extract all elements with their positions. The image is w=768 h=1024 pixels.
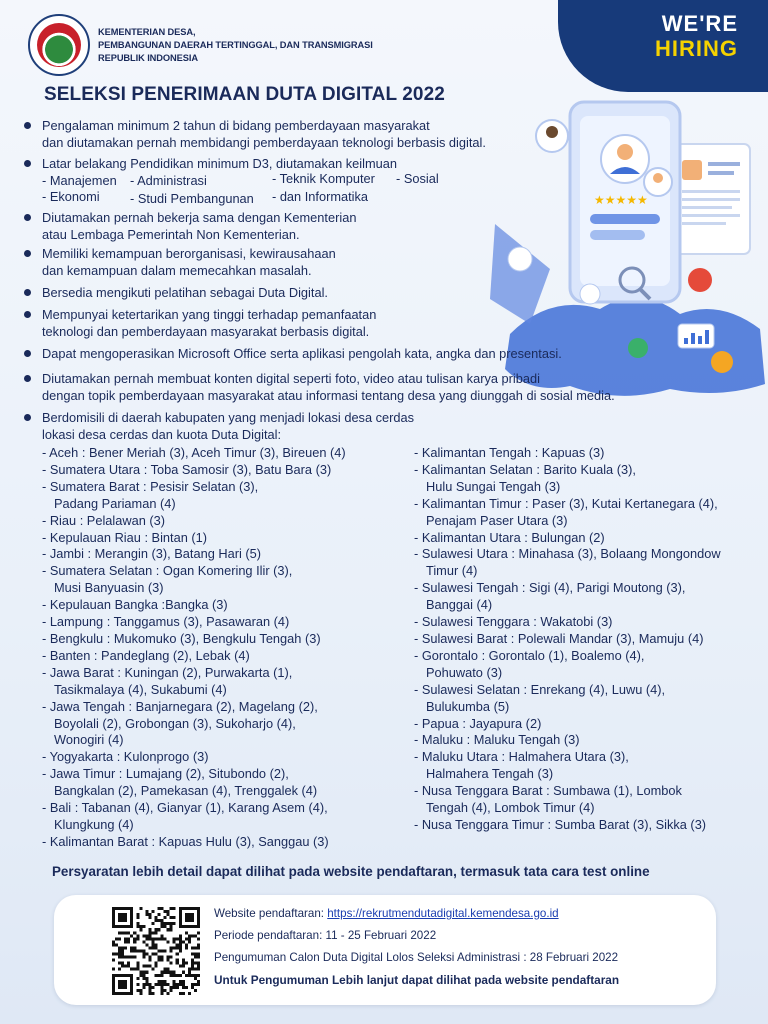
ministry-line-1: KEMENTERIAN DESA,	[98, 26, 196, 37]
region-item: - Kalimantan Utara : Bulungan (2)	[414, 529, 605, 545]
region-item: Klungkung (4)	[54, 816, 134, 832]
bullet-icon	[24, 214, 31, 221]
requirement-9	[24, 409, 554, 443]
requirement-3	[24, 209, 554, 243]
region-item: Tasikmalaya (4), Sukabumi (4)	[54, 681, 227, 697]
edu-manajemen: - Manajemen	[42, 173, 117, 188]
requirement-3-line-2: atau Lembaga Pemerintah Non Kementerian.	[42, 227, 300, 242]
requirement-8-line-1: Diutamakan pernah membuat konten digital seperti foto, video atau tulisan karya pribadi	[42, 371, 540, 386]
qr-code-icon[interactable]	[112, 907, 200, 995]
location-pin-icon	[688, 268, 712, 292]
rating-stars-icon: ★★★★★	[594, 193, 648, 207]
requirement-5-line-1: Bersedia mengikuti pelatihan sebagai Duta Digital.	[42, 285, 328, 300]
region-item: - Kepulauan Bangka :Bangka (3)	[42, 597, 228, 613]
edu-informatika: - dan Informatika	[272, 189, 369, 204]
region-item: - Kalimantan Tengah : Kapuas (3)	[414, 445, 605, 460]
region-list-left	[42, 445, 346, 851]
bullet-icon	[24, 122, 31, 129]
region-item: - Sumatera Selatan : Ogan Komering Ilir (3),	[42, 563, 293, 579]
region-item: - Aceh : Bener Meriah (3), Aceh Timur (3), Bireuen (4)	[42, 445, 346, 460]
region-item: - Kalimantan Timur : Paser (3), Kutai Kertanegara (4),	[414, 495, 718, 511]
region-item: - Kalimantan Selatan : Barito Kuala (3),	[414, 461, 636, 477]
region-item: - Sulawesi Utara : Minahasa (3), Bolaang Mongondow	[414, 546, 721, 562]
region-item: - Jawa Tengah : Banjarnegara (2), Magelang (2),	[42, 698, 318, 714]
region-item: - Sumatera Utara : Toba Samosir (3), Batu Bara (3)	[42, 461, 332, 477]
bullet-icon	[24, 250, 31, 257]
region-item: - Papua : Jayapura (2)	[414, 715, 542, 731]
edu-teknik-komputer: - Teknik Komputer	[272, 171, 375, 186]
region-item: Halmahera Tengah (3)	[426, 766, 554, 782]
requirement-9-line-2: lokasi desa cerdas dan kuota Duta Digital:	[42, 427, 282, 442]
ministry-line-2: PEMBANGUNAN DAERAH TERTINGGAL, DAN TRANSMIGRASI	[98, 39, 373, 50]
header	[28, 14, 373, 76]
bullet-icon	[24, 375, 31, 382]
region-item: - Gorontalo : Gorontalo (1), Boalemo (4),	[414, 647, 645, 663]
bullet-icon	[24, 160, 31, 167]
requirement-8	[24, 370, 744, 404]
region-item: - Yogyakarta : Kulonprogo (3)	[42, 749, 209, 765]
region-item: - Jambi : Merangin (3), Batang Hari (5)	[42, 546, 262, 562]
requirement-4-line-1: Memiliki kemampuan berorganisasi, kewirausahaan	[42, 246, 336, 261]
requirement-3-line-1: Diutamakan pernah bekerja sama dengan Kementerian	[42, 210, 357, 225]
region-item: - Bali : Tabanan (4), Gianyar (1), Karang Asem (4),	[42, 800, 328, 816]
resume-photo-icon	[682, 160, 702, 180]
region-item: - Riau : Pelalawan (3)	[42, 512, 166, 528]
registration-period: Periode pendaftaran: 11 - 25 Februari 2022	[214, 929, 437, 942]
region-item: Hulu Sungai Tengah (3)	[426, 478, 561, 494]
requirement-1	[24, 117, 554, 151]
announcement-date: Pengumuman Calon Duta Digital Lolos Seleksi Administrasi : 28 Februari 2022	[214, 951, 619, 964]
hiring-badge	[558, 0, 768, 92]
region-item: - Nusa Tenggara Timur : Sumba Barat (3), Sikka (3)	[414, 816, 707, 832]
region-item: Tengah (4), Lombok Timur (4)	[426, 800, 595, 816]
website-link[interactable]: https://rekrutmendutadigital.kemendesa.go.id	[327, 907, 559, 920]
region-item: Padang Pariaman (4)	[54, 495, 176, 511]
bullet-icon	[24, 289, 31, 296]
more-info-note: Untuk Pengumuman Lebih lanjut dapat dilihat pada website pendaftaran	[214, 973, 620, 987]
region-item: Bangkalan (2), Pamekasan (4), Trenggalek (4)	[54, 783, 318, 799]
region-item: - Sulawesi Tenggara : Wakatobi (3)	[414, 614, 613, 630]
gear-icon	[580, 284, 600, 304]
region-item: - Kalimantan Barat : Kapuas Hulu (3), Sanggau (3)	[42, 833, 329, 849]
region-item: - Bengkulu : Mukomuko (3), Bengkulu Tengah (3)	[42, 630, 321, 646]
requirement-4-line-2: dan kemampuan dalam memecahkan masalah.	[42, 263, 312, 278]
requirement-1-line-1: Pengalaman minimum 2 tahun di bidang pemberdayaan masyarakat	[42, 118, 430, 133]
region-item: - Maluku Utara : Halmahera Utara (3),	[414, 749, 629, 765]
bullet-icon	[24, 311, 31, 318]
region-item: - Banten : Pandeglang (2), Lebak (4)	[42, 647, 250, 663]
edu-sosial: - Sosial	[396, 171, 439, 186]
page-title: SELEKSI PENERIMAAN DUTA DIGITAL 2022	[44, 84, 445, 105]
region-item: Musi Banyuasin (3)	[54, 580, 164, 596]
region-item: - Nusa Tenggara Barat : Sumbawa (1), Lombok	[414, 783, 682, 799]
region-item: Pohuwato (3)	[426, 664, 503, 680]
requirement-6-line-1: Mempunyai ketertarikan yang tinggi terhadap pemanfaatan	[42, 307, 377, 322]
edu-studi-pembangunan: - Studi Pembangunan	[130, 191, 254, 206]
ministry-logo	[28, 14, 90, 76]
bullet-icon	[24, 414, 31, 421]
requirement-6-line-2: teknologi dan pemberdayaan masyarakat berbasis digital.	[42, 324, 370, 339]
edu-ekonomi: - Ekonomi	[42, 189, 100, 204]
website-row	[214, 907, 619, 929]
hiring-badge-hiring: HIRING	[655, 36, 738, 61]
hiring-badge-we: WE'RE	[661, 11, 738, 36]
region-item: - Jawa Timur : Lumajang (2), Situbondo (2),	[42, 766, 289, 782]
ministry-name	[98, 26, 373, 65]
requirement-7	[24, 345, 724, 362]
region-item: Wonogiri (4)	[54, 732, 124, 748]
edu-administrasi: - Administrasi	[130, 173, 207, 188]
region-item: Penajam Paser Utara (3)	[426, 512, 568, 528]
region-item: - Maluku : Maluku Tengah (3)	[414, 732, 580, 748]
region-list-right	[414, 445, 721, 834]
region-item: Banggai (4)	[426, 597, 493, 613]
requirement-8-line-2: dengan topik pemberdayaan masyarakat atau informasi tentang desa yang diunggah di sosial media.	[42, 388, 615, 403]
requirement-4	[24, 245, 554, 279]
requirement-6	[24, 306, 554, 340]
region-item: - Sumatera Barat : Pesisir Selatan (3),	[42, 478, 259, 494]
details-note: Persyaratan lebih detail dapat dilihat pada website pendaftaran, termasuk tata cara test online	[52, 864, 650, 879]
requirement-5	[24, 284, 554, 301]
requirement-7-line-1: Dapat mengoperasikan Microsoft Office serta aplikasi pengolah kata, angka dan presentasi.	[42, 346, 562, 361]
region-item: Boyolali (2), Grobongan (3), Sukoharjo (4),	[54, 715, 296, 731]
requirement-1-line-2: dan diutamakan pernah membidangi pemberdayaan teknologi berbasis digital.	[42, 135, 486, 150]
region-item: - Sulawesi Barat : Polewali Mandar (3), Mamuju (4)	[414, 630, 704, 646]
region-item: - Lampung : Tanggamus (3), Pasawaran (4)	[42, 614, 290, 630]
registration-info-box	[54, 895, 716, 1005]
region-item: - Jawa Barat : Kuningan (2), Purwakarta (1),	[42, 664, 293, 680]
region-item: Timur (4)	[426, 563, 478, 579]
region-item: - Sulawesi Selatan : Enrekang (4), Luwu (4),	[414, 681, 666, 697]
region-item: - Sulawesi Tengah : Sigi (4), Parigi Moutong (3),	[414, 580, 686, 596]
requirement-2-line-1: Latar belakang Pendidikan minimum D3, diutamakan keilmuan	[42, 156, 397, 171]
registration-info	[214, 907, 619, 995]
ministry-line-3: REPUBLIK INDONESIA	[98, 52, 198, 63]
bullet-icon	[24, 350, 31, 357]
website-label: Website pendaftaran:	[214, 907, 328, 920]
logo-emblem-icon	[37, 23, 81, 67]
region-item: - Kepulauan Riau : Bintan (1)	[42, 529, 208, 545]
requirement-9-line-1: Berdomisili di daerah kabupaten yang menjadi lokasi desa cerdas	[42, 410, 415, 425]
region-item: Bulukumba (5)	[426, 698, 510, 714]
